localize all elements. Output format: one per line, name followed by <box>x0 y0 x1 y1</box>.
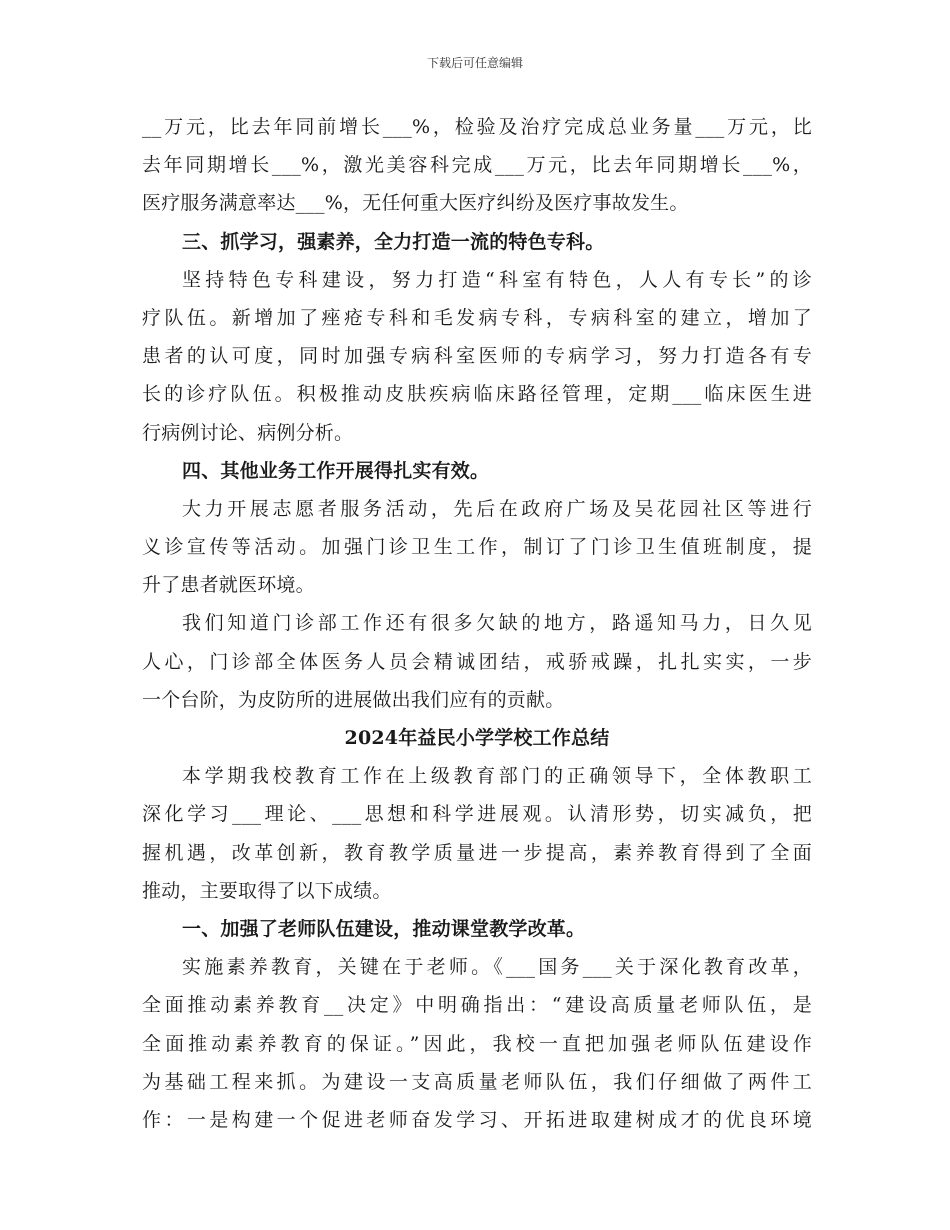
text-line: __万元，比去年同前增长___%，检验及治疗完成总业务量___万元，比 <box>142 116 812 138</box>
text-line: 人心，门诊部全体医务人员会精诚团结，戒骄戒躁，扎扎实实，一步 <box>142 650 812 673</box>
text-line: 我们知道门诊部工作还有很多欠缺的地方，路遥知马力，日久见 <box>182 612 812 635</box>
text-line: 全面推动素养教育的保证。”因此，我校一直把加强老师队伍建设作 <box>142 1032 812 1055</box>
text-line: 作：一是构建一个促进老师奋发学习、开拓进取建树成才的优良环境 <box>142 1108 812 1131</box>
text-line: 去年同期增长___%，激光美容科完成___万元，比去年同期增长___%， <box>142 154 812 177</box>
text-line: 实施素养教育，关键在于老师。《___国务___关于深化教育改革， <box>182 956 812 979</box>
text-line: 坚持特色专科建设，努力打造“科室有特色，人人有专长”的诊 <box>182 268 812 291</box>
document-body <box>142 108 812 1139</box>
section-heading: 一、加强了老师队伍建设，推动课堂教学改革。 <box>182 917 586 940</box>
text-line: 义诊宣传等活动。加强门诊卫生工作，制订了门诊卫生值班制度，提 <box>142 536 812 559</box>
text-line: 医疗服务满意率达___%，无任何重大医疗纠纷及医疗事故发生。 <box>142 192 689 215</box>
section-heading: 四、其他业务工作开展得扎实有效。 <box>182 459 490 482</box>
text-line: 行病例讨论、病例分析。 <box>142 421 354 444</box>
text-line: 大力开展志愿者服务活动，先后在政府广场及吴花园社区等进行 <box>182 497 812 520</box>
text-line: 为基础工程来抓。为建设一支高质量老师队伍，我们仔细做了两件工 <box>142 1070 812 1093</box>
page-header-note: 下载后可任意编辑 <box>426 56 523 70</box>
text-line: 本学期我校教育工作在上级教育部门的正确领导下，全体教职工 <box>182 765 812 788</box>
text-line: 患者的认可度，同时加强专病科室医师的专病学习，努力打造各有专 <box>142 345 812 368</box>
text-line: 长的诊疗队伍。积极推动皮肤疾病临床路径管理，定期___临床医生进 <box>142 383 812 406</box>
section-heading: 三、抓学习，强素养，全力打造一流的特色专科。 <box>182 230 605 253</box>
text-line: 深化学习___理论、___思想和科学进展观。认清形势，切实减负，把 <box>142 803 812 826</box>
text-line: 推动，主要取得了以下成绩。 <box>142 879 392 902</box>
document-title: 2024年益民小学学校工作总结 <box>344 727 610 749</box>
text-line: 一个台阶，为皮防所的进展做出我们应有的贡献。 <box>142 688 565 711</box>
text-line: 疗队伍。新增加了痤疮专科和毛发病专科，专病科室的建立，增加了 <box>142 306 812 329</box>
text-line: 握机遇，改革创新，教育教学质量进一步提高，素养教育得到了全面 <box>142 841 812 864</box>
text-line: 升了患者就医环境。 <box>142 574 315 597</box>
text-line: 全面推动素养教育__决定》中明确指出：“建设高质量老师队伍，是 <box>142 994 812 1017</box>
